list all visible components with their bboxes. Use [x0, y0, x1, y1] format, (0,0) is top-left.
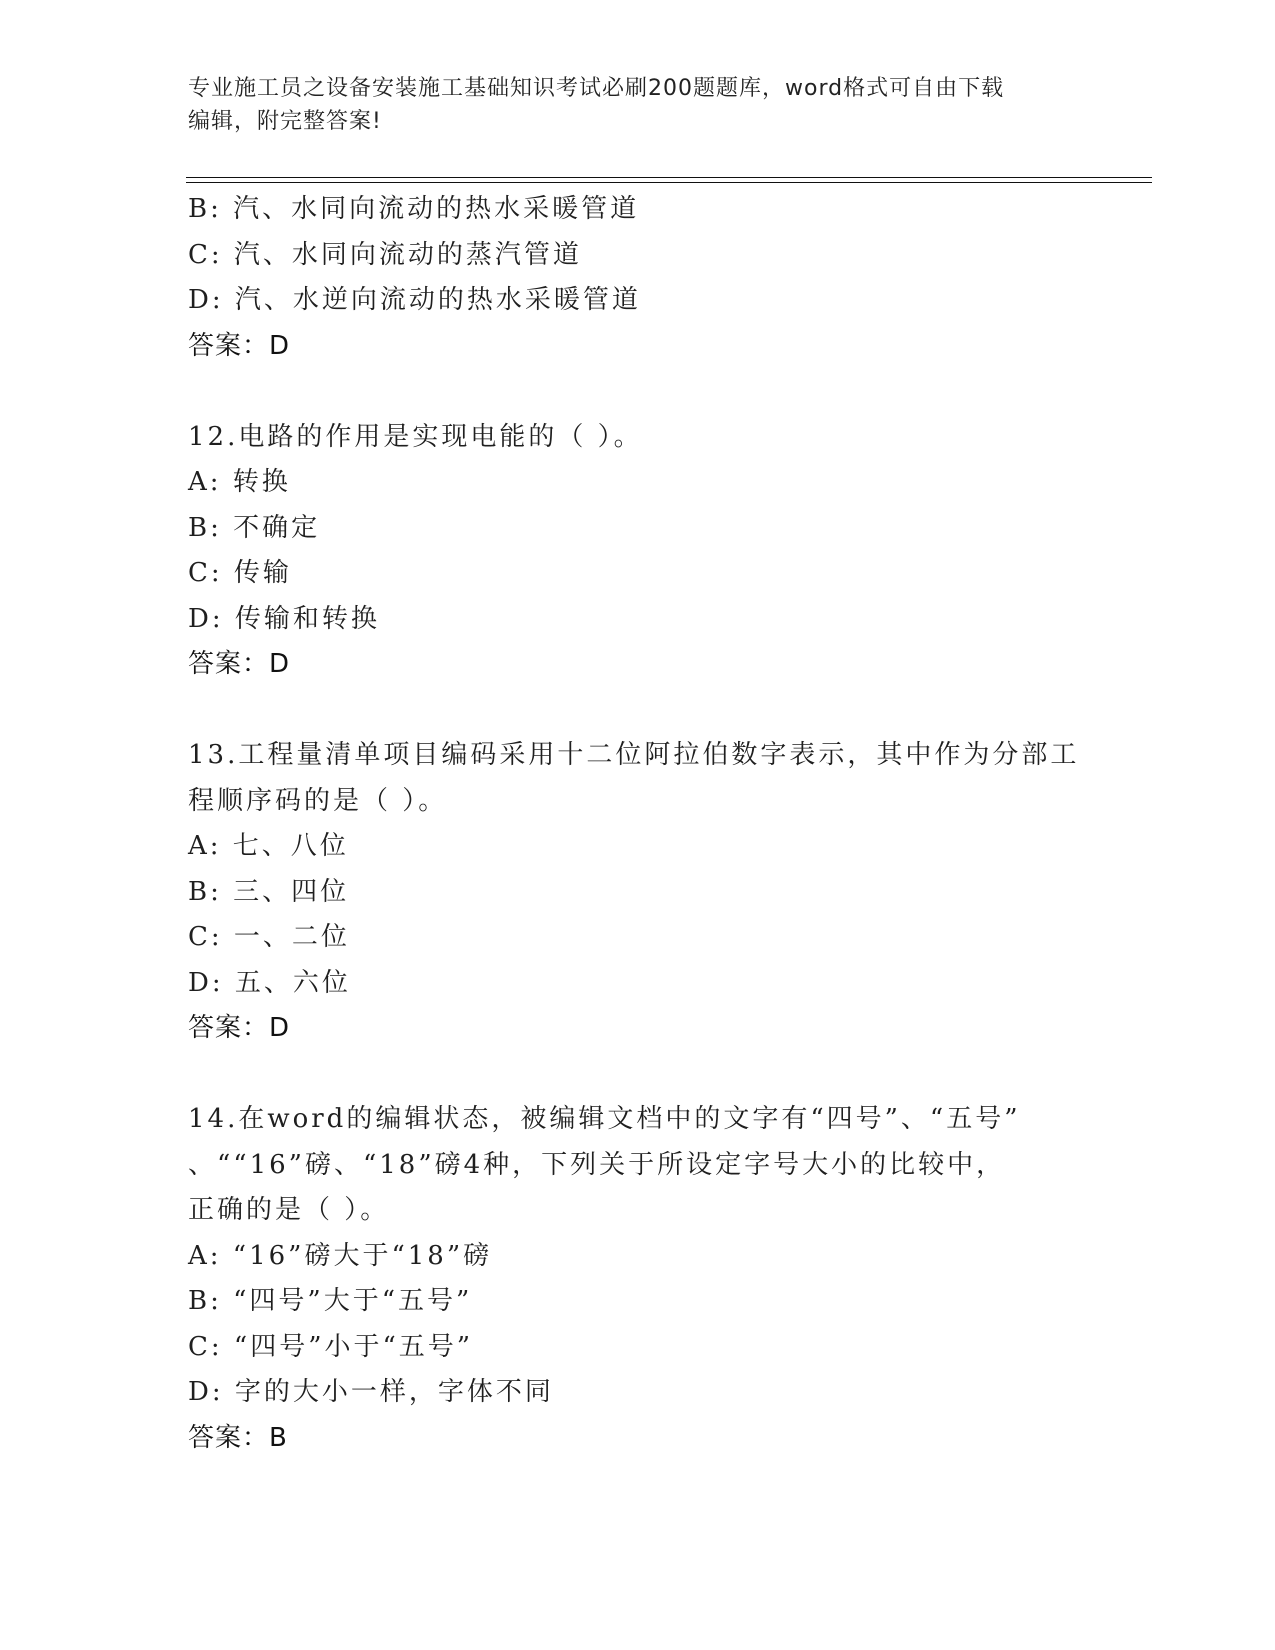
option-c: C: 一、二位 — [188, 922, 350, 952]
question-text-continued-2: 正确的是（ ）。 — [188, 1195, 390, 1225]
option-d: D: 字的大小一样，字体不同 — [188, 1377, 554, 1407]
header-rule-top — [186, 177, 1152, 178]
answer-line: 答案：D — [188, 330, 291, 361]
option-b: B: 汽、水同向流动的热水采暖管道 — [188, 194, 640, 224]
option-d: D: 汽、水逆向流动的热水采暖管道 — [188, 285, 641, 315]
option-b: B: 三、四位 — [188, 876, 350, 907]
question-14-block — [188, 1097, 1088, 1461]
question-text: 12.电路的作用是实现电能的（ ）。 — [188, 421, 643, 452]
question-12-block — [188, 415, 1088, 688]
answer-line: 答案：D — [188, 1013, 291, 1043]
question-13-block — [188, 733, 1088, 1052]
prev-question-block — [188, 187, 1088, 369]
question-text: 13.工程量清单项目编码采用十二位阿拉伯数字表示，其中作为分部工 — [188, 740, 1080, 770]
answer-line: 答案：B — [188, 1422, 288, 1453]
option-a: A: 转换 — [188, 467, 291, 497]
question-text: 14.在word的编辑状态，被编辑文档中的文字有“四号”、“五号” — [188, 1104, 1021, 1134]
option-c: C: 传输 — [188, 558, 292, 588]
answer-line: 答案：D — [188, 649, 291, 679]
option-a: A: “16”磅大于“18”磅 — [188, 1240, 493, 1271]
header-line-1: 专业施工员之设备安装施工基础知识考试必刷200题题库，word格式可自由下载 — [188, 76, 1005, 101]
option-a: A: 七、八位 — [188, 831, 349, 861]
option-c: C: “四号”小于“五号” — [188, 1331, 474, 1362]
header-rule-bottom — [186, 182, 1152, 183]
option-d: D: 五、六位 — [188, 967, 351, 998]
option-b: B: 不确定 — [188, 512, 321, 543]
option-c: C: 汽、水同向流动的蒸汽管道 — [188, 239, 582, 270]
document-header — [188, 72, 1088, 138]
question-text-continued: 、““16”磅、“18”磅4种，下列关于所设定字号大小的比较中， — [188, 1149, 1006, 1180]
option-b: B: “四号”大于“五号” — [188, 1286, 473, 1316]
header-line-2: 编辑，附完整答案! — [188, 109, 382, 134]
question-text-continued: 程顺序码的是（ ）。 — [188, 785, 448, 816]
question-content — [188, 187, 1088, 1461]
option-d: D: 传输和转换 — [188, 603, 380, 634]
